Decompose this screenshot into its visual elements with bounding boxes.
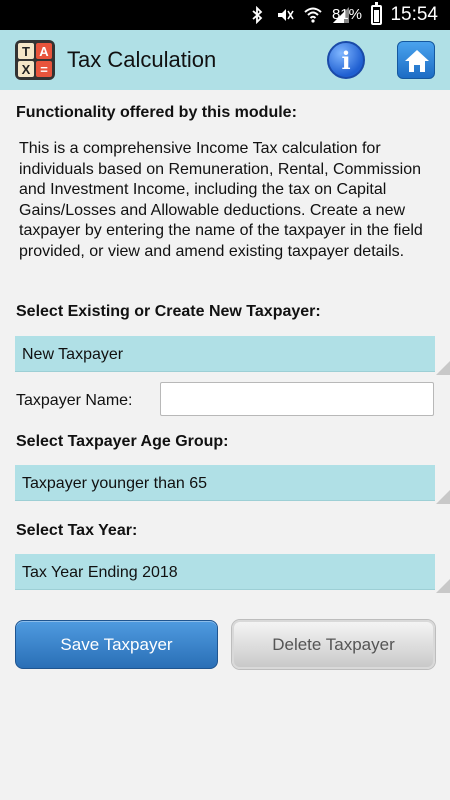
taxpayer-name-input[interactable]	[160, 382, 434, 416]
functionality-heading: Functionality offered by this module:	[16, 104, 297, 121]
logo-letter: T	[18, 43, 34, 59]
age-group-heading: Select Taxpayer Age Group:	[16, 433, 229, 450]
logo-letter: A	[36, 43, 52, 59]
mute-icon	[276, 6, 294, 24]
taxpayer-select-heading: Select Existing or Create New Taxpayer:	[16, 303, 321, 320]
info-icon: i	[341, 45, 351, 75]
dropdown-corner-icon	[436, 579, 450, 593]
battery-percent: 81%	[331, 6, 362, 23]
dropdown-corner-icon	[436, 490, 450, 504]
tax-year-select[interactable]	[15, 554, 435, 590]
status-bar	[0, 0, 450, 30]
battery-icon	[371, 5, 382, 25]
save-taxpayer-button[interactable]: Save Taxpayer	[15, 620, 218, 669]
taxpayer-select[interactable]	[15, 336, 435, 372]
home-button[interactable]	[397, 41, 435, 79]
status-time: 15:54	[390, 4, 438, 25]
logo-letter: X	[18, 61, 34, 77]
info-button[interactable]	[327, 41, 365, 79]
tax-year-heading: Select Tax Year:	[16, 522, 138, 539]
delete-taxpayer-button[interactable]: Delete Taxpayer	[232, 620, 435, 669]
bluetooth-icon	[248, 6, 266, 24]
taxpayer-select-value: New Taxpayer	[22, 346, 124, 363]
home-icon	[403, 47, 431, 75]
module-description: This is a comprehensive Income Tax calculation for individuals based on Remuneration, Rental, Commission and Investment Income, including the tax on Capital Gains/Losses and Allowable deductions. Create a new taxpayer by entering the name of the taxpayer in the field provided, or view and amend existing taxpayer details.	[19, 140, 423, 260]
dropdown-corner-icon	[436, 361, 450, 375]
app-logo	[15, 40, 55, 80]
taxpayer-name-label: Taxpayer Name:	[16, 392, 133, 409]
page-title: Tax Calculation	[67, 47, 217, 72]
app-bar	[0, 30, 450, 90]
age-group-select[interactable]	[15, 465, 435, 501]
wifi-icon	[304, 6, 322, 24]
tax-year-select-value: Tax Year Ending 2018	[22, 564, 178, 581]
logo-letter: =	[36, 61, 52, 77]
age-group-select-value: Taxpayer younger than 65	[22, 475, 208, 492]
